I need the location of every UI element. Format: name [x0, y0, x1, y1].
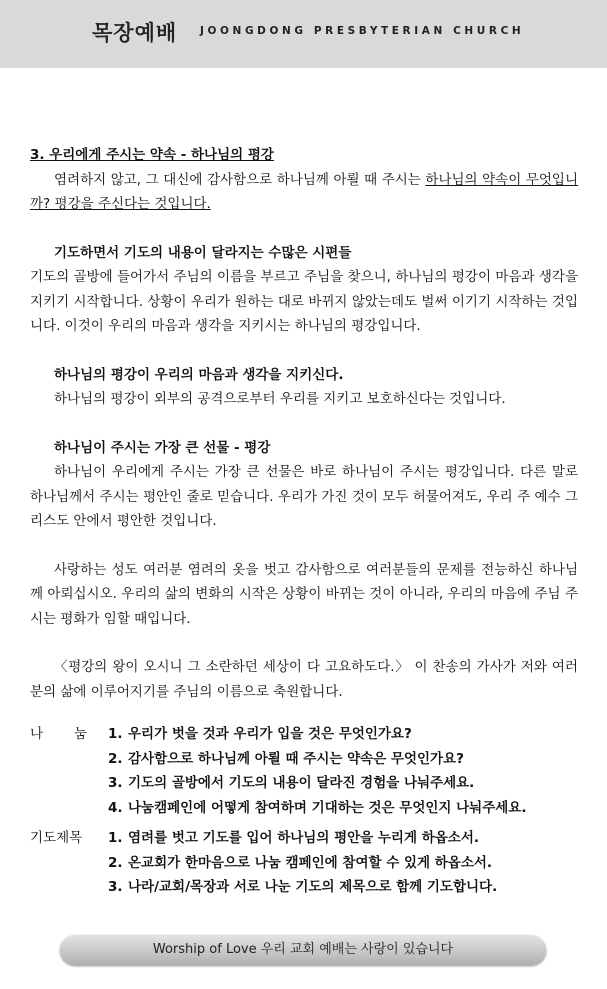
list-item: 3. 기도의 골방에서 기도의 내용이 달라진 경험을 나눠주세요. — [108, 775, 475, 791]
list-item: 2. 온교회가 한마음으로 나눔 캠페인에 참여할 수 있게 하옵소서. — [108, 854, 493, 871]
list-item: 3. 나라/교회/목장과 서로 나눈 기도의 제목으로 함께 기도합니다. — [108, 879, 498, 895]
subheading: 하나님의 평강이 우리의 마음과 생각을 지키신다. — [54, 366, 344, 383]
paragraph-body: 하나님의 평강이 외부의 공격으로부터 우리를 지키고 보호하신다는 것입니다. — [54, 391, 506, 407]
paragraph-body: 기도의 골방에 들어가서 주님의 이름을 부르고 주님을 찾으니, 하나님의 평강이 마음과 생각을 지키기 시작합니다. 상황이 우리가 원하는 대로 바뀌지 않았는데도 벌써 이기기 시작하는 것입니다. 이것이 우리의 마음과 생각을 지키시는 하나님의 평강입니다. — [30, 269, 578, 334]
list-item: 1. 염려를 벗고 기도를 입어 하나님의 평안을 누리게 하옵소서. — [108, 830, 480, 846]
subheading: 기도하면서 기도의 내용이 달라지는 수많은 시편들 — [54, 244, 352, 261]
section-intro — [30, 168, 578, 217]
footer-banner — [60, 935, 546, 965]
header-subtitle: JOONGDONG PRESBYTERIAN CHURCH — [200, 25, 525, 37]
subheading: 하나님이 주시는 가장 큰 선물 - 평강 — [54, 439, 271, 456]
prayer-label: 기도제목 — [30, 830, 83, 846]
paragraph-body: 하나님이 우리에게 주시는 가장 큰 선물은 바로 하나님이 주시는 평강입니다. 다른 말로 하나님께서 주시는 평안인 줄로 믿습니다. 우리가 가진 것이 모두 허물어져도, 우리 주 예수 그리스도 안에서 평안한 것입니다. — [30, 464, 578, 529]
page-header — [0, 0, 607, 68]
footer-text: Worship of Love 우리 교회 예배는 사랑이 있습니다 — [152, 942, 454, 957]
exhortation-paragraph: 사랑하는 성도 여러분 염려의 옷을 벗고 감사함으로 여러분들의 문제를 전능하신 하나님께 아뢰십시오. 우리의 삶의 변화의 시작은 상황이 바뀌는 것이 아니라, 우리의 마음에 주님 주시는 평화가 임할 때입니다. — [30, 561, 578, 627]
list-item: 2. 감사함으로 하나님께 아뢸 때 주시는 약속은 무엇인가요? — [108, 750, 464, 767]
sermon-content — [30, 143, 578, 900]
list-item: 1. 우리가 벗을 것과 우리가 입을 것은 무엇인가요? — [108, 726, 412, 742]
section-intro-text: 염려하지 않고, 그 대신에 감사함으로 하나님께 아뢸 때 주시는 — [54, 171, 426, 188]
header-title: 목장예배 — [92, 21, 178, 45]
closing-paragraph: 〈평강의 왕이 오시니 그 소란하던 세상이 다 고요하도다.〉 이 찬송의 가사가 저와 여러분의 삶에 이루어지기를 주님의 이름으로 축원합니다. — [30, 659, 578, 700]
prayer-topics — [30, 826, 578, 900]
section-intro-underlined: 하나님의 약속이 무엇입니까? 평강을 주신다는 것입니다. — [30, 171, 578, 212]
list-item: 4. 나눔캠페인에 어떻게 참여하며 기대하는 것은 무엇인지 나눠주세요. — [108, 799, 527, 816]
sharing-label: 나 눔 — [30, 726, 88, 742]
sharing-questions — [30, 722, 578, 820]
section-heading: 3. 우리에게 주시는 약속 - 하나님의 평강 — [30, 147, 274, 163]
